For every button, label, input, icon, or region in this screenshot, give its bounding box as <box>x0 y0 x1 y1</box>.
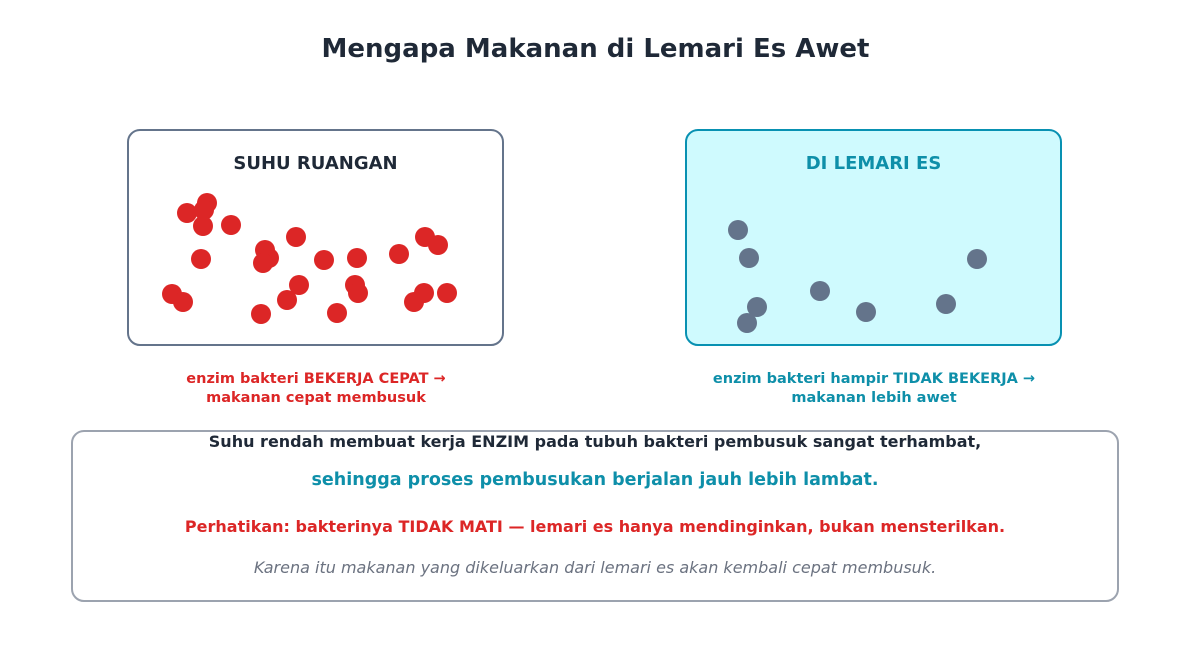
fridge-panel <box>685 129 1062 346</box>
bacteria-dot <box>314 250 334 270</box>
summary-line-2: sehingga proses pembusukan berjalan jauh lebih lambat. <box>311 470 879 490</box>
summary-warning: Perhatikan: bakterinya TIDAK MATI — lemari es hanya mendinginkan, bukan mensterilkan. <box>184 517 1006 536</box>
room-caption-line2: makanan cepat membusuk <box>206 390 426 406</box>
bacteria-dot <box>221 215 241 235</box>
bacteria-dot <box>728 220 748 240</box>
bacteria-dot <box>193 216 213 236</box>
bacteria-dot <box>936 294 956 314</box>
summary-box <box>71 430 1119 602</box>
bacteria-dot <box>253 253 273 273</box>
bacteria-dot <box>404 292 424 312</box>
fridge-caption-line2: makanan lebih awet <box>791 390 957 406</box>
fridge-label: DI LEMARI ES <box>805 153 942 174</box>
page-title: Mengapa Makanan di Lemari Es Awet <box>321 34 870 64</box>
bacteria-dot <box>347 248 367 268</box>
bacteria-dot <box>437 283 457 303</box>
bacteria-dot <box>289 275 309 295</box>
bacteria-dot <box>327 303 347 323</box>
bacteria-dot <box>348 283 368 303</box>
room-temperature-label: SUHU RUANGAN <box>233 153 398 174</box>
bacteria-dot <box>389 244 409 264</box>
bacteria-dot <box>737 313 757 333</box>
room-caption <box>116 370 516 408</box>
fridge-caption <box>674 370 1074 408</box>
bacteria-dot <box>173 292 193 312</box>
bacteria-dot <box>251 304 271 324</box>
bacteria-dot <box>739 248 759 268</box>
bacteria-dot <box>428 235 448 255</box>
bacteria-dot <box>856 302 876 322</box>
bacteria-dot <box>286 227 306 247</box>
summary-note: Karena itu makanan yang dikeluarkan dari lemari es akan kembali cepat membusuk. <box>253 558 937 577</box>
bacteria-dot <box>967 249 987 269</box>
fridge-caption-line1: enzim bakteri hampir TIDAK BEKERJA → <box>712 371 1036 387</box>
room-temperature-panel <box>127 129 504 346</box>
bacteria-dot <box>810 281 830 301</box>
room-caption-line1: enzim bakteri BEKERJA CEPAT → <box>186 371 446 387</box>
bacteria-dot <box>191 249 211 269</box>
summary-line-1: Suhu rendah membuat kerja ENZIM pada tubuh bakteri pembusuk sangat terhambat, <box>208 432 982 451</box>
